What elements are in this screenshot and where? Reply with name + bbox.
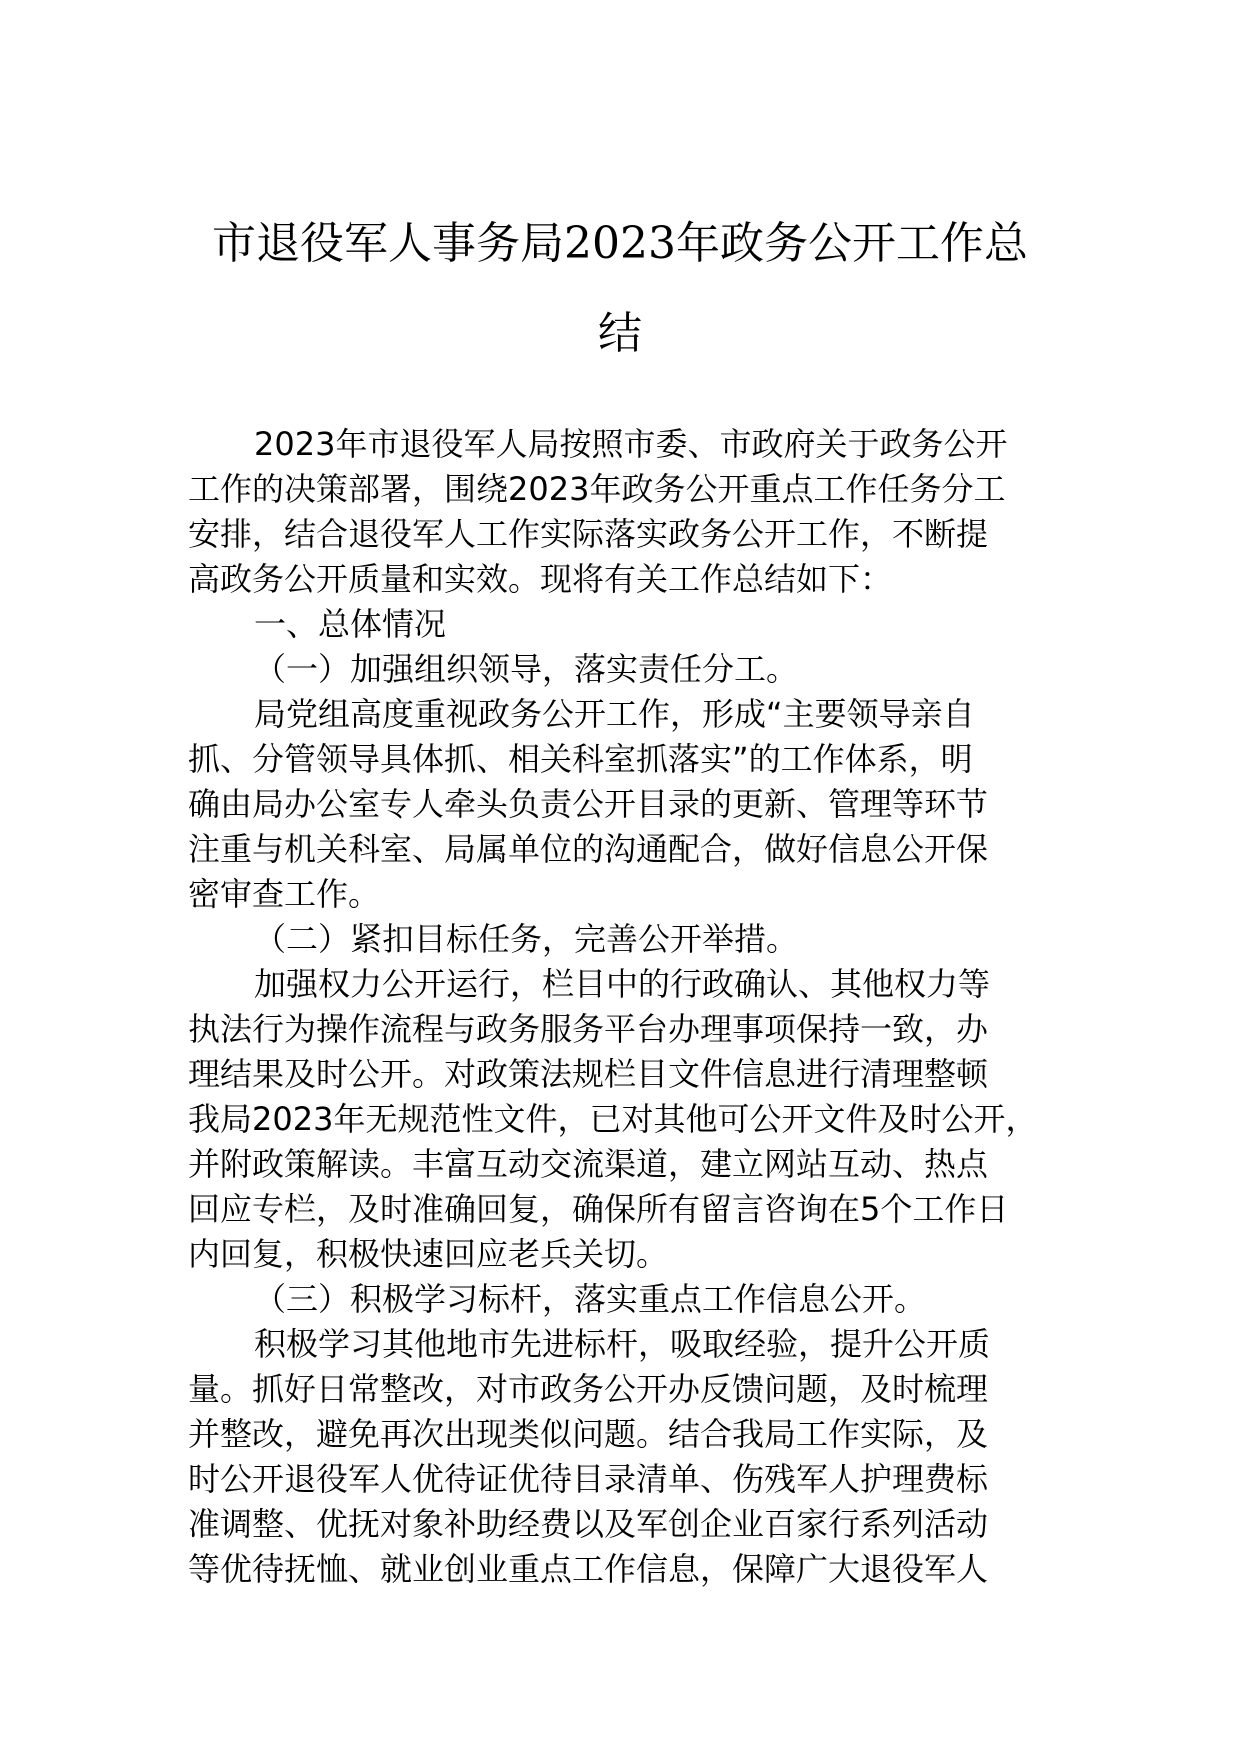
body-line: 等优待抚恤、就业创业重点工作信息，保障广大退役军人: [188, 1550, 989, 1588]
body-line: 时公开退役军人优待证优待目录清单、伤残军人护理费标: [188, 1460, 989, 1498]
body-line: 理结果及时公开。对政策法规栏目文件信息进行清理整顿: [188, 1055, 989, 1093]
body-line: （二）紧扣目标任务，完善公开举措。: [254, 920, 799, 958]
body-line: 执法行为操作流程与政务服务平台办理事项保持一致，办: [188, 1010, 989, 1048]
document-title-line-2: 结: [598, 308, 642, 359]
document-title-line-1: 市退役军人事务局2023年政务公开工作总: [212, 218, 1028, 269]
body-line: 注重与机关科室、局属单位的沟通配合，做好信息公开保: [188, 830, 989, 868]
body-line: 准调整、优抚对象补助经费以及军创企业百家行系列活动: [188, 1505, 989, 1543]
body-line: 确由局办公室专人牵头负责公开目录的更新、管理等环节: [188, 785, 989, 823]
body-line: （一）加强组织领导，落实责任分工。: [254, 650, 799, 688]
body-line: 抓、分管领导具体抓、相关科室抓落实”的工作体系，明: [188, 740, 973, 778]
body-line: 加强权力公开运行，栏目中的行政确认、其他权力等: [254, 965, 991, 1003]
body-line: 回应专栏，及时准确回复，确保所有留言咨询在5个工作日: [188, 1190, 1009, 1228]
body-line: 量。抓好日常整改，对市政务公开办反馈问题，及时梳理: [188, 1370, 989, 1408]
body-line: 并整改，避免再次出现类似问题。结合我局工作实际，及: [188, 1415, 989, 1453]
body-line: 并附政策解读。丰富互动交流渠道，建立网站互动、热点: [188, 1145, 989, 1183]
body-line: 积极学习其他地市先进标杆，吸取经验，提升公开质: [254, 1325, 991, 1363]
body-line: 一、总体情况: [254, 605, 447, 643]
body-line: （三）积极学习标杆，落实重点工作信息公开。: [254, 1280, 927, 1318]
body-line: 我局2023年无规范性文件，已对其他可公开文件及时公开，: [188, 1100, 1038, 1138]
body-line: 内回复，积极快速回应老兵关切。: [188, 1235, 669, 1273]
body-line: 安排，结合退役军人工作实际落实政务公开工作，不断提: [188, 515, 989, 553]
body-line: 高政务公开质量和实效。现将有关工作总结如下：: [188, 560, 893, 598]
document-body: [188, 422, 1093, 1592]
body-line: 密审查工作。: [188, 875, 381, 913]
body-line: 2023年市退役军人局按照市委、市政府关于政务公开: [254, 425, 1008, 463]
body-line: 工作的决策部署，围绕2023年政务公开重点工作任务分工: [188, 470, 1006, 508]
body-line: 局党组高度重视政务公开工作，形成“主要领导亲自: [254, 695, 975, 733]
